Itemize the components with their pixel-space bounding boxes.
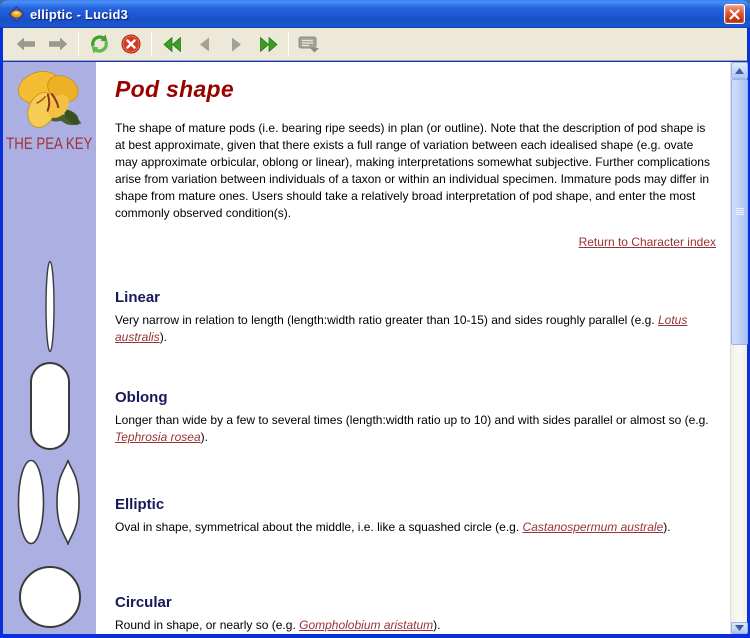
intro-paragraph: The shape of mature pods (i.e. bearing ripe seeds) in plan (or outline). Note that the description of pod shape is at best approximate, given that there exists a full range of variation between each idealised shape (e.g. ovate may approximate orbicular, oblong or linear), making interpretations somewhat subjective. Further complications arise from variation between individuals of a taxon or within an individual specimen. Immature pods may differ in shape from mature ones. Users should take a relatively broad interpretation of pod shape, and enter the most commonly observed condition(s).: [115, 121, 710, 220]
sidebar: [3, 62, 96, 634]
section-text-before: Longer than wide by a few to several times (length:width ratio up to 10) and with sides parallel or almost so (e.g.: [115, 413, 709, 427]
section-text-after: ).: [200, 430, 208, 444]
notes-icon[interactable]: [296, 31, 322, 57]
elliptic-pod-plain: [17, 459, 46, 545]
scrollbar-track[interactable]: [731, 345, 747, 622]
toolbar-separator: [151, 32, 152, 56]
linear-pod-shape: [44, 260, 56, 353]
elliptic-pod-pointed: [53, 459, 83, 545]
section-text-after: ).: [159, 330, 168, 344]
close-icon[interactable]: [724, 4, 745, 24]
species-link-gompholobium-aristatum[interactable]: Gompholobium aristatum: [299, 618, 434, 632]
species-link-lotus-australis[interactable]: Lotus australis: [115, 313, 688, 344]
section-oblong: [115, 389, 716, 446]
section-heading: Circular: [115, 594, 172, 611]
section-text-before: Oval in shape, symmetrical about the middle, i.e. like a squashed circle (e.g.: [115, 520, 523, 534]
species-link-tephrosia-rosea[interactable]: Tephrosia rosea: [115, 430, 201, 444]
section-heading: Oblong: [115, 389, 168, 406]
section-heading: Elliptic: [115, 496, 165, 513]
toolbar-separator: [78, 32, 79, 56]
return-link-row: [115, 235, 716, 249]
main-panel: [96, 62, 730, 634]
elliptic-pod-shapes: [17, 459, 83, 545]
species-link-castanospermum-australe[interactable]: Castanospermum australe: [522, 520, 664, 534]
vertical-scrollbar[interactable]: [730, 62, 747, 634]
page-title: Pod shape: [115, 76, 235, 102]
section-heading: Linear: [115, 289, 161, 306]
first-icon[interactable]: [159, 31, 185, 57]
forward-icon[interactable]: [45, 31, 71, 57]
scroll-down-icon[interactable]: [731, 622, 748, 634]
pea-key-logo-text: THE PEA KEY: [6, 134, 93, 153]
pea-flower-image: [9, 67, 91, 135]
next-icon[interactable]: [223, 31, 249, 57]
return-to-character-index-link[interactable]: Return to Character index: [578, 235, 716, 249]
section-text: [115, 312, 716, 346]
back-icon[interactable]: [13, 31, 39, 57]
section-text: [115, 617, 716, 634]
scrollbar-grip: [736, 208, 744, 216]
section-elliptic: [115, 496, 716, 536]
titlebar[interactable]: [0, 0, 750, 28]
oblong-pod-shape: [30, 362, 70, 450]
section-linear: [115, 289, 716, 346]
lucid3-app-icon: [8, 6, 25, 22]
section-text-after: ).: [433, 618, 441, 632]
circular-pod-shape: [19, 566, 81, 628]
previous-icon[interactable]: [191, 31, 217, 57]
toolbar: [3, 28, 747, 61]
section-text: [115, 412, 716, 446]
refresh-icon[interactable]: [86, 31, 112, 57]
scroll-up-icon[interactable]: [731, 62, 748, 79]
section-text-before: Round in shape, or nearly so (e.g.: [115, 618, 300, 632]
section-text-after: ).: [663, 520, 671, 534]
section-circular: [115, 594, 716, 634]
last-icon[interactable]: [255, 31, 281, 57]
window-title: elliptic - Lucid3: [30, 6, 129, 22]
content-area: [3, 62, 747, 634]
stop-icon[interactable]: [118, 31, 144, 57]
section-text: [115, 519, 716, 536]
section-text-before: Very narrow in relation to length (length:width ratio greater than 10-15) and sides roughly parallel (e.g.: [115, 313, 658, 327]
scrollbar-thumb[interactable]: [731, 79, 748, 345]
toolbar-separator: [288, 32, 289, 56]
